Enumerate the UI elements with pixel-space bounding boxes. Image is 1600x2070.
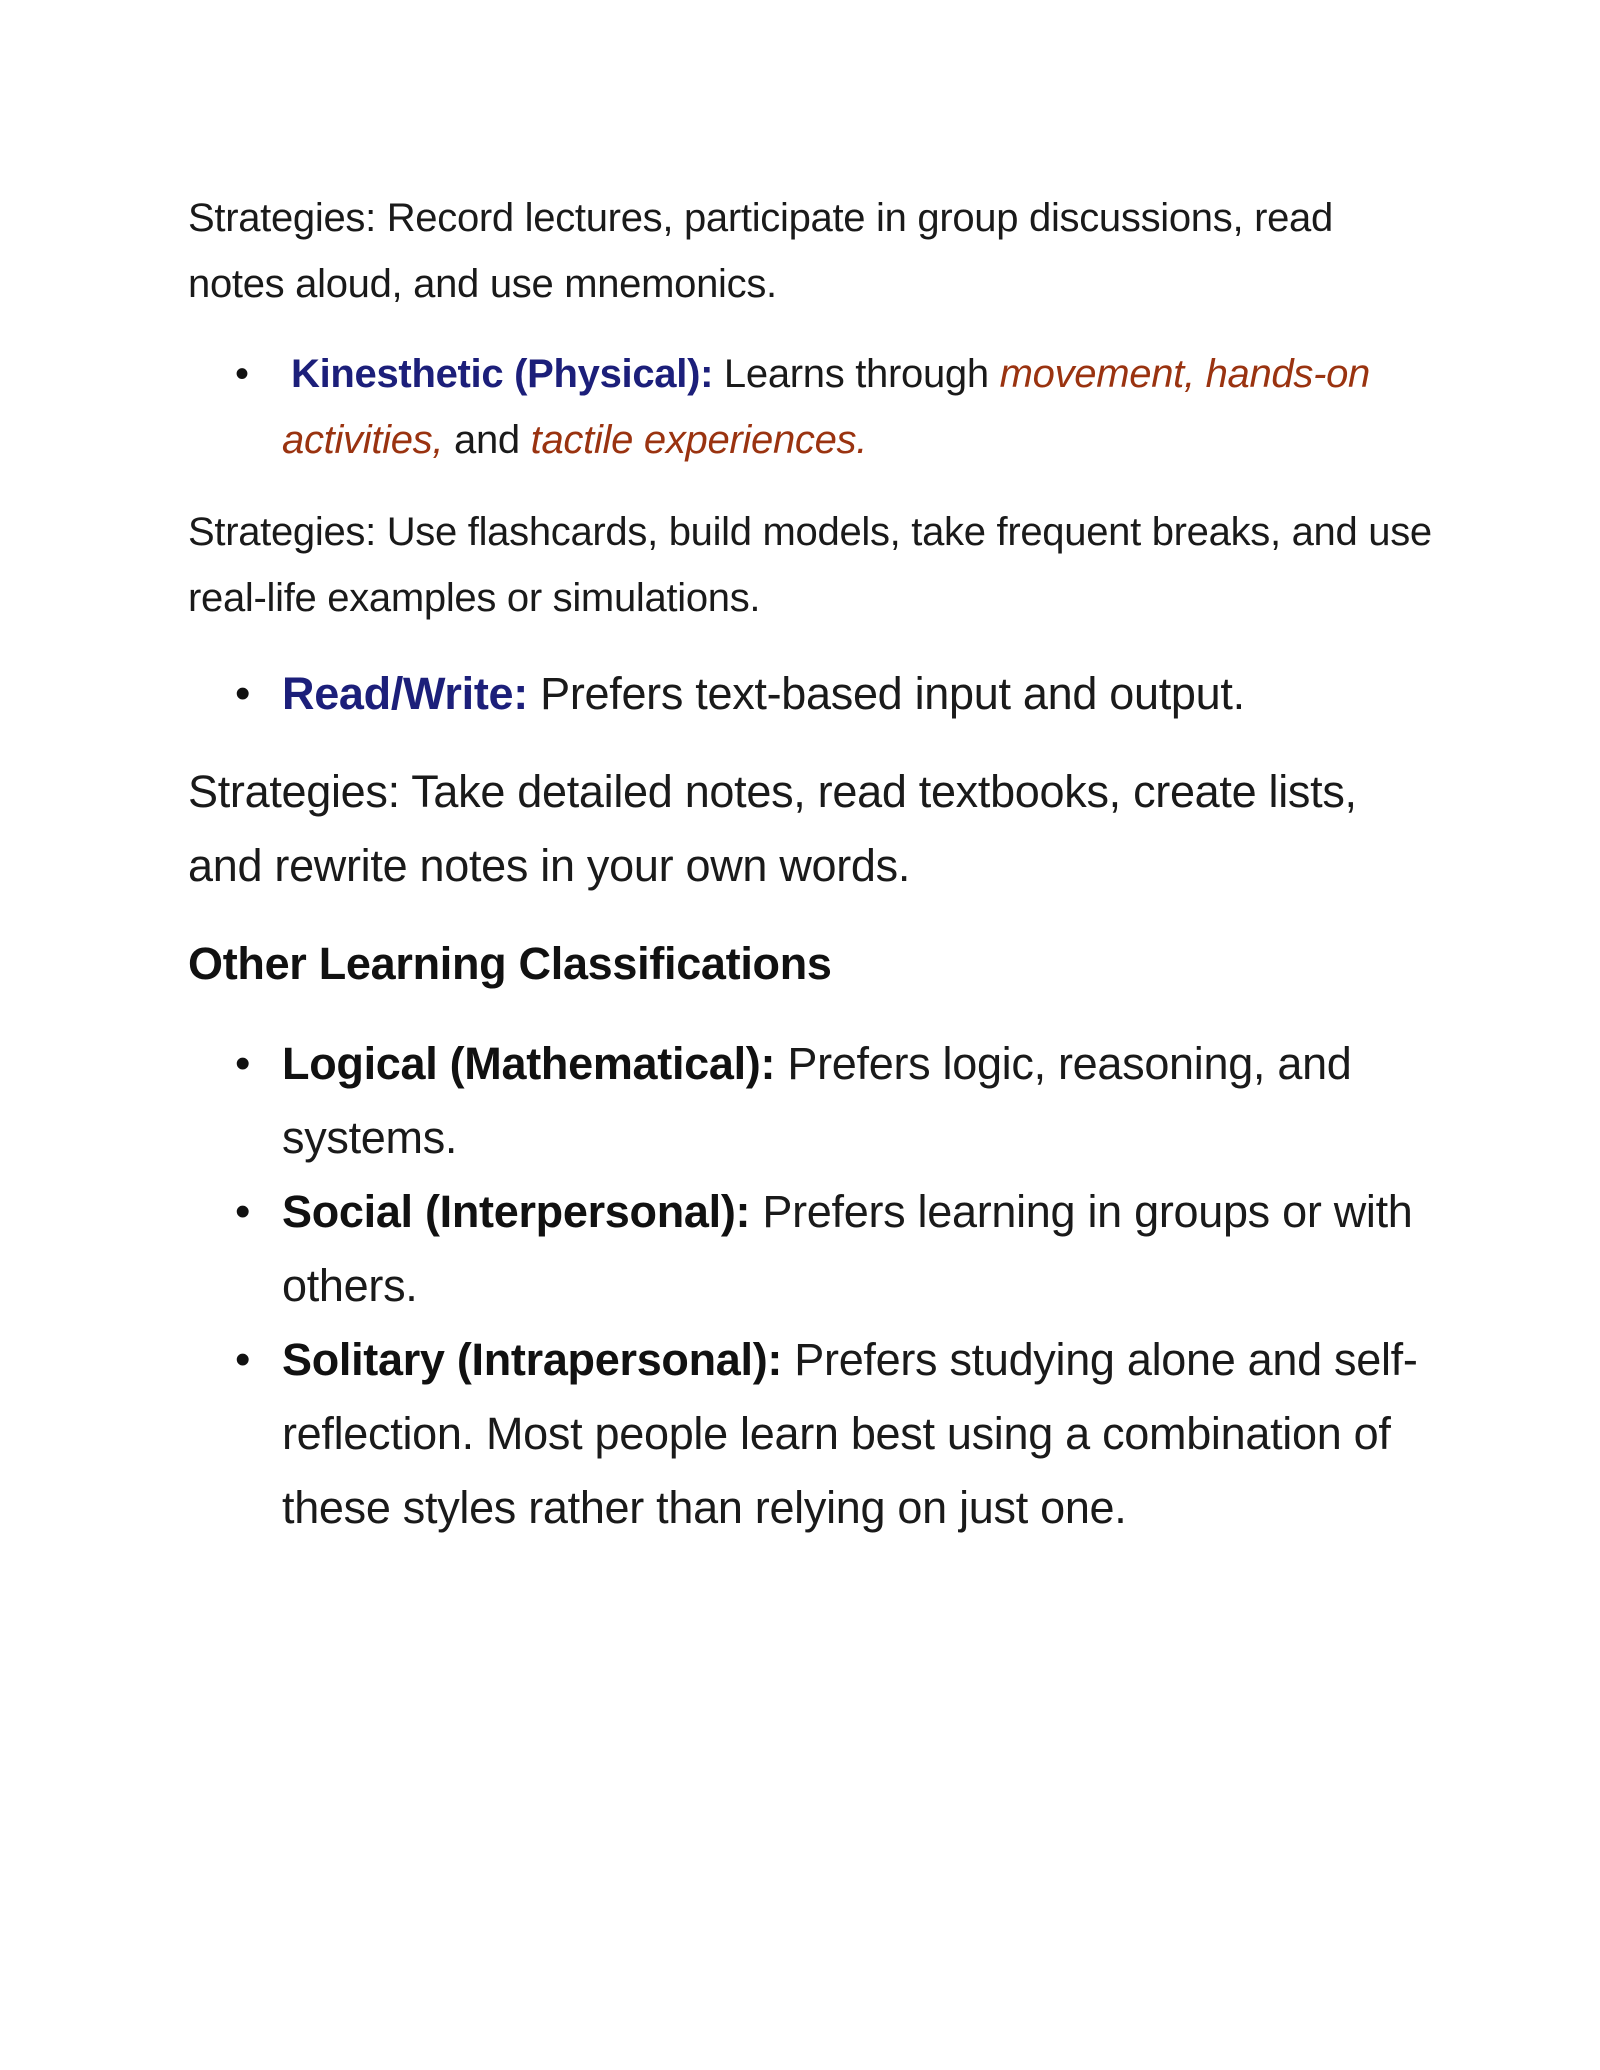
read-write-list xyxy=(188,657,1438,731)
bullet-icon: • xyxy=(235,1335,251,1384)
list-item-read-write xyxy=(235,657,1438,731)
logical-text: Prefers logic, reasoning, and systems. xyxy=(282,1038,1352,1163)
term-social: Social (Interpersonal): xyxy=(282,1186,751,1237)
social-text: Prefers learning in groups or with others. xyxy=(282,1186,1413,1311)
document-page xyxy=(188,185,1438,1545)
kinesthetic-emphasis-1: movement, hands-on activities, xyxy=(282,352,1370,462)
kinesthetic-emphasis-2: tactile experiences. xyxy=(530,418,868,462)
other-classifications-list xyxy=(188,1027,1438,1545)
term-kinesthetic: Kinesthetic (Physical): xyxy=(291,352,714,396)
section-heading: Other Learning Classifications xyxy=(188,938,832,989)
bullet-icon: • xyxy=(235,352,249,396)
kinesthetic-strategies: Strategies: Use flashcards, build models, take frequent breaks, and use real-life examples or simulations. xyxy=(188,510,1432,620)
kinesthetic-text-2: and xyxy=(443,418,531,462)
term-read-write: Read/Write: xyxy=(282,668,528,719)
list-item-kinesthetic xyxy=(235,341,1438,473)
term-logical: Logical (Mathematical): xyxy=(282,1038,776,1089)
solitary-text: Prefers studying alone and self-reflection. Most people learn best using a combination of these styles rather than relying on just one. xyxy=(282,1334,1418,1533)
list-item-social xyxy=(235,1175,1438,1323)
bullet-icon: • xyxy=(235,669,251,718)
auditory-strategies: Strategies: Record lectures, participate in group discussions, read notes aloud, and use mnemonics. xyxy=(188,196,1333,306)
term-solitary: Solitary (Intrapersonal): xyxy=(282,1334,783,1385)
bullet-icon: • xyxy=(235,1187,251,1236)
list-item-logical xyxy=(235,1027,1438,1175)
kinesthetic-list xyxy=(188,341,1438,473)
bullet-icon: • xyxy=(235,1039,251,1088)
kinesthetic-text-1: Learns through xyxy=(713,352,1000,396)
read-write-strategies: Strategies: Take detailed notes, read textbooks, create lists, and rewrite notes in your own words. xyxy=(188,766,1357,891)
read-write-text: Prefers text-based input and output. xyxy=(527,668,1245,719)
list-item-solitary xyxy=(235,1323,1438,1545)
